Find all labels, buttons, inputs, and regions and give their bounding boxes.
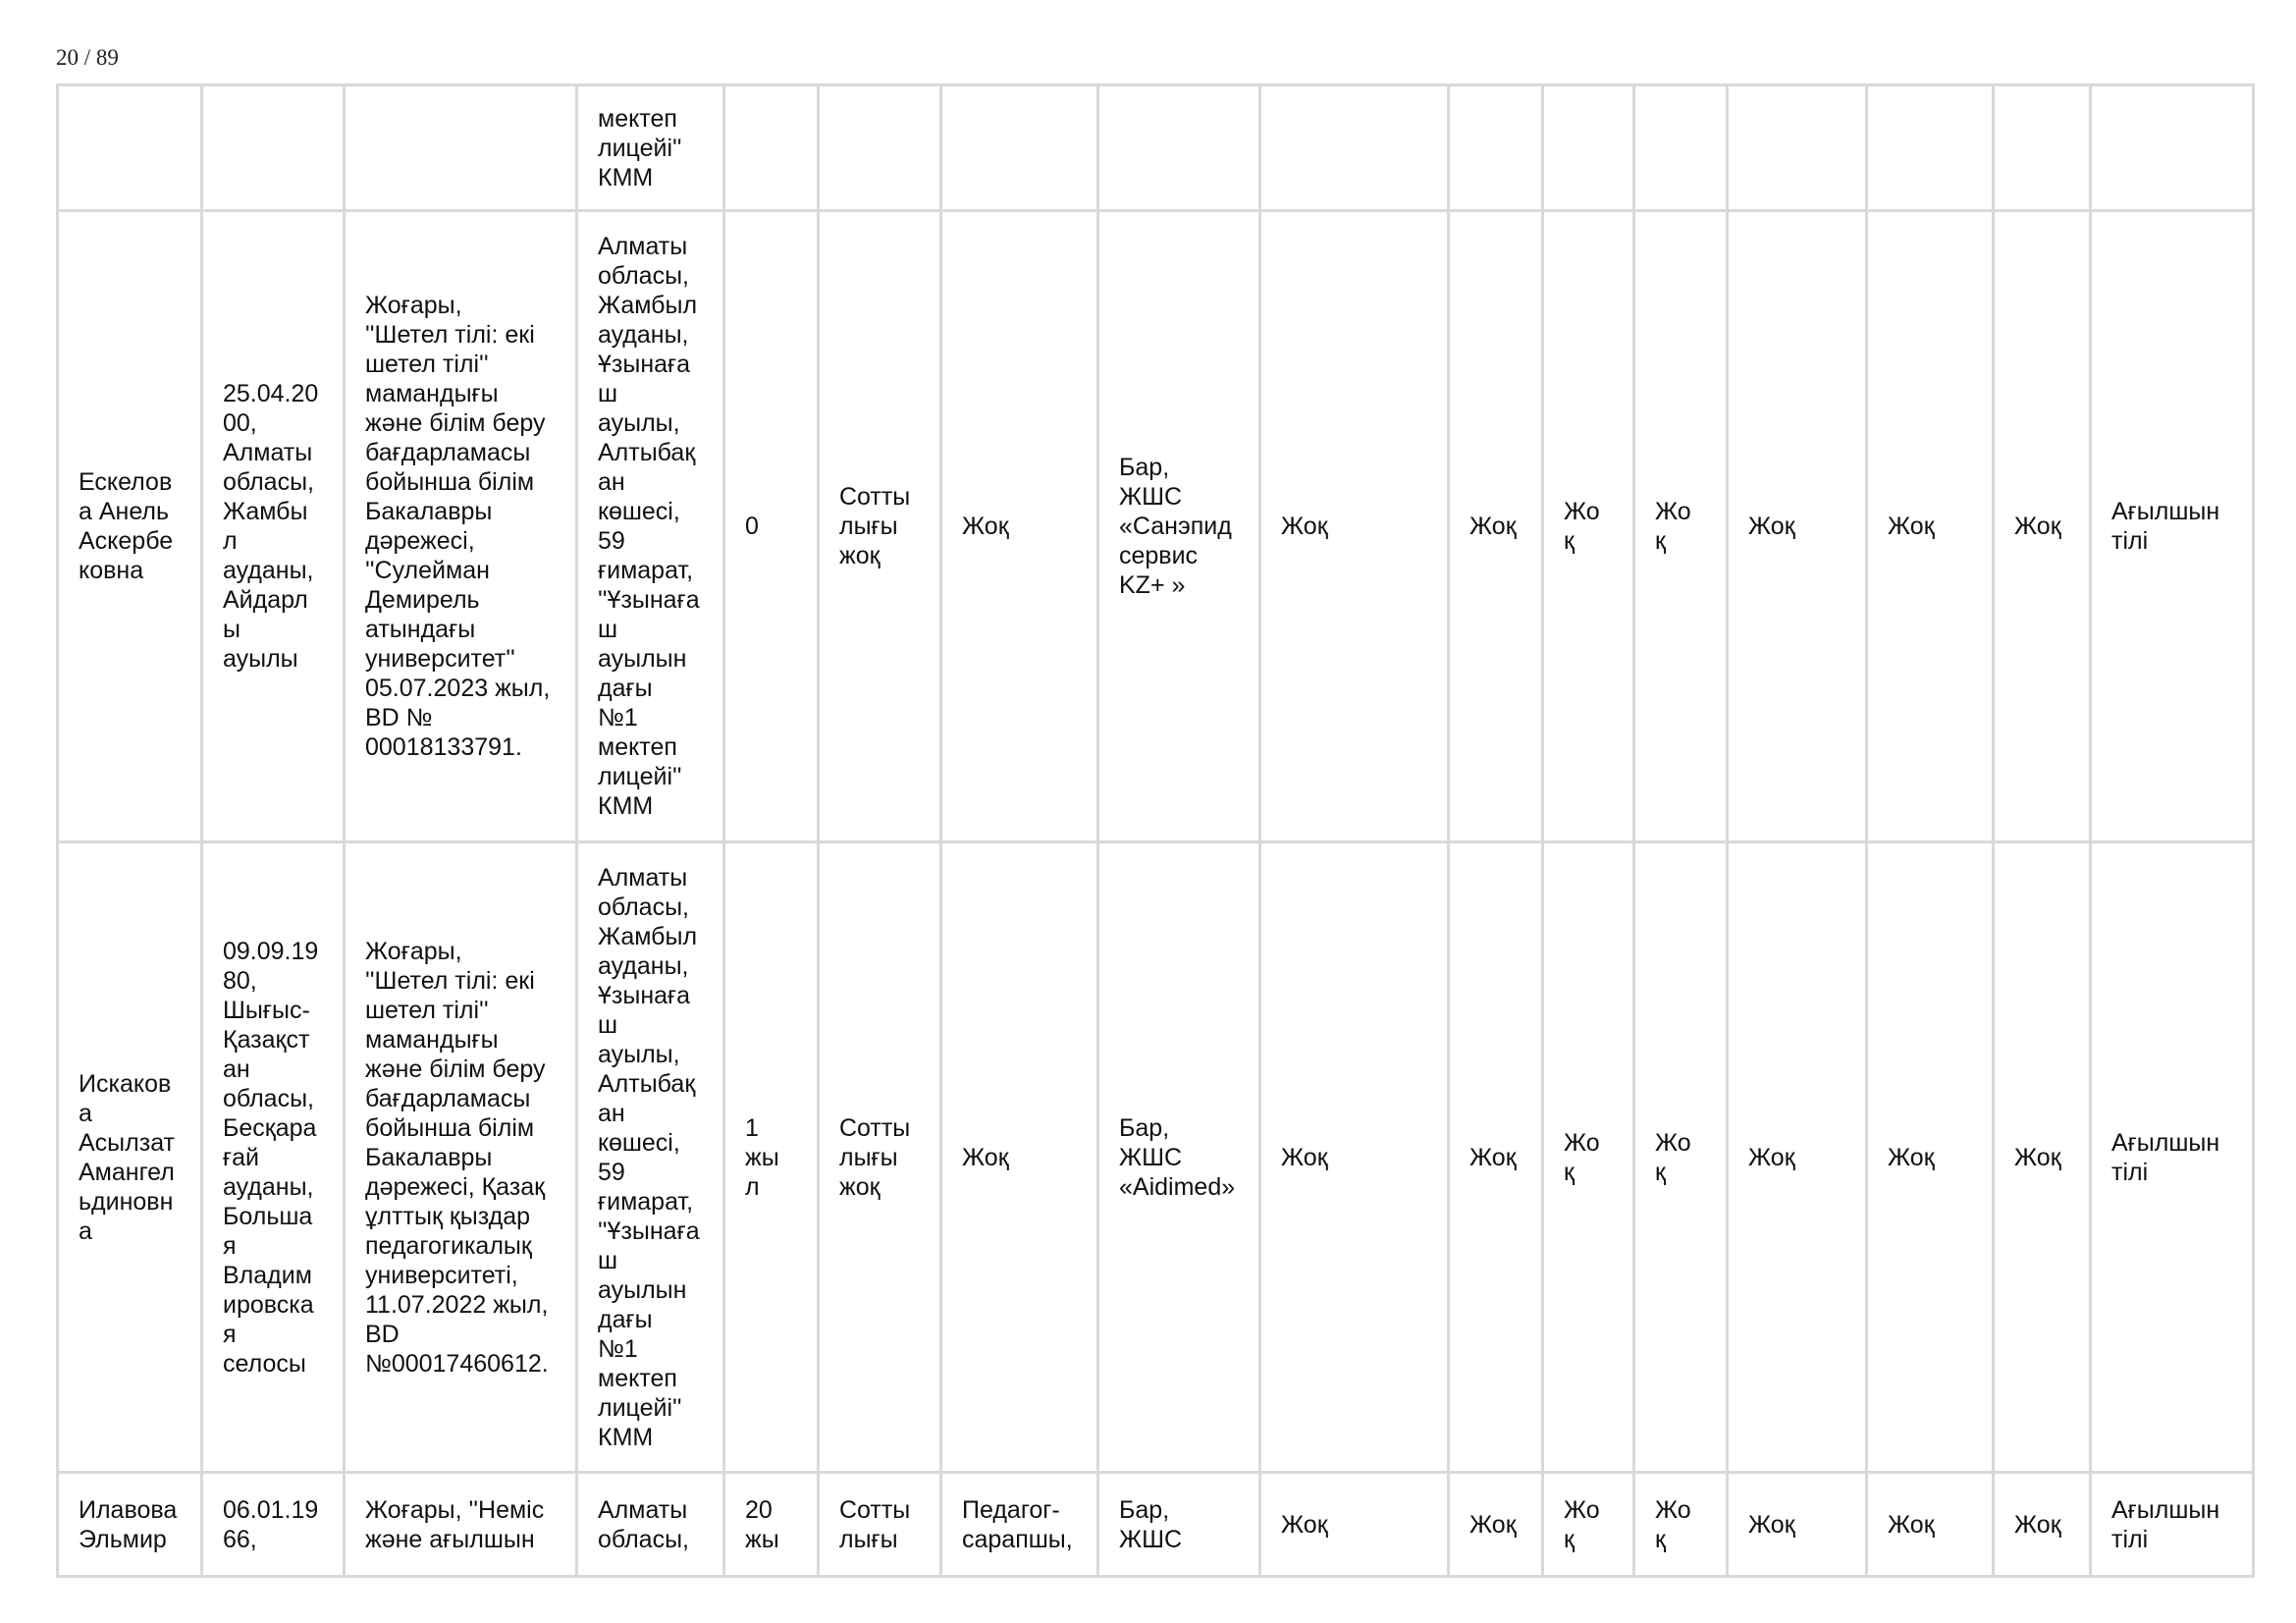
table-cell: Жоқ [1728, 1473, 1867, 1577]
table-cell: 25.04.20 00, Алматы обласы, Жамбы л ауданы, Айдарл ы ауылы [202, 211, 345, 842]
table-cell [941, 85, 1098, 211]
table-cell: Жо қ [1543, 211, 1634, 842]
table-cell: Сотты лығы [819, 1473, 941, 1577]
table-cell: Жоқ [1260, 211, 1449, 842]
table-cell: Жоқ [1867, 1473, 1994, 1577]
table-cell: Илавова Эльмир [58, 1473, 202, 1577]
table-cell: Жоқ [1449, 211, 1543, 842]
table-cell: Жоқ [1260, 842, 1449, 1473]
table-cell [819, 85, 941, 211]
table-cell: Жоғары, ''Шетел тілі: екі шетел тілі'' мамандығы және білім беру бағдарламасы бойынша білім Бакалавры дәрежесі, ''Сулейман Демирель атындағы университет'' 05.07.2023 жыл, BD № 00018133791. [345, 211, 577, 842]
table-cell [724, 85, 819, 211]
table-cell: Жоқ [1867, 842, 1994, 1473]
table-cell [58, 85, 202, 211]
table-cell: 0 [724, 211, 819, 842]
table-cell: Бар, ЖШС «Aidimed» [1098, 842, 1260, 1473]
table-cell: Жоқ [1728, 211, 1867, 842]
table-cell: Жоқ [1994, 842, 2091, 1473]
table-cell: 20 жы [724, 1473, 819, 1577]
page-number: 20 / 89 [56, 45, 119, 70]
table-cell: Алматы обласы, Жамбыл ауданы, Ұзынаға ш ауылы, Алтыбақ ан көшесі, 59 ғимарат, ''Ұзынаға ш ауылын дағы №1 мектеп лицейі'' КММ [577, 211, 724, 842]
table-cell [2091, 85, 2254, 211]
table-cell: Жоғары, ''Неміс және ағылшын [345, 1473, 577, 1577]
table-cell: Жоқ [1260, 1473, 1449, 1577]
table-cell [1260, 85, 1449, 211]
table-cell: Ескелов а Анель Аскербе ковна [58, 211, 202, 842]
table-cell: Искаков а Асылзат Амангел ьдиновн а [58, 842, 202, 1473]
table-cell: 1 жы л [724, 842, 819, 1473]
table-cell [1543, 85, 1634, 211]
table-row [58, 211, 2254, 842]
table-cell: Жоқ [941, 842, 1098, 1473]
table-cell: 09.09.19 80, Шығыс- Қазақст ан обласы, Бесқара ғай ауданы, Больша я Владим ировска я селосы [202, 842, 345, 1473]
table-cell: Педагог- сарапшы, [941, 1473, 1098, 1577]
table-cell: Ағылшын тілі [2091, 211, 2254, 842]
table-cell [1994, 85, 2091, 211]
table-cell: Жоқ [1449, 1473, 1543, 1577]
table-cell: Жоқ [941, 211, 1098, 842]
table-cell: Жо қ [1634, 211, 1728, 842]
table-cell: Жо қ [1634, 1473, 1728, 1577]
table-cell: Бар, ЖШС [1098, 1473, 1260, 1577]
table-cell: Ағылшын тілі [2091, 1473, 2254, 1577]
table-cell: Сотты лығы жоқ [819, 211, 941, 842]
table-cell: Сотты лығы жоқ [819, 842, 941, 1473]
table-cell: Бар, ЖШС «Санэпид сервис KZ+ » [1098, 211, 1260, 842]
table-cell: Жоғары, ''Шетел тілі: екі шетел тілі'' мамандығы және білім беру бағдарламасы бойынша білім Бакалавры дәрежесі, Қазақ ұлттық қыздар педагогикалық университеті, 11.07.2022 жыл, BD №00017460612. [345, 842, 577, 1473]
table-cell [1634, 85, 1728, 211]
table-cell: Жо қ [1634, 842, 1728, 1473]
candidates-table [56, 83, 2255, 1578]
table-cell: Жо қ [1543, 1473, 1634, 1577]
table-row [58, 842, 2254, 1473]
table-row [58, 85, 2254, 211]
table-cell: Жоқ [1867, 211, 1994, 842]
table-cell: Жоқ [1728, 842, 1867, 1473]
table-cell [1098, 85, 1260, 211]
table-cell [1867, 85, 1994, 211]
table-cell: 06.01.19 66, [202, 1473, 345, 1577]
table-cell: Жоқ [1994, 211, 2091, 842]
table-cell: Жоқ [1994, 1473, 2091, 1577]
table-cell: Ағылшын тілі [2091, 842, 2254, 1473]
table-cell: Алматы обласы, Жамбыл ауданы, Ұзынаға ш ауылы, Алтыбақ ан көшесі, 59 ғимарат, ''Ұзынаға ш ауылын дағы №1 мектеп лицейі'' КММ [577, 842, 724, 1473]
table-cell: Жо қ [1543, 842, 1634, 1473]
table-cell: Алматы обласы, [577, 1473, 724, 1577]
table-cell: мектеп лицейі'' КММ [577, 85, 724, 211]
table-cell: Жоқ [1449, 842, 1543, 1473]
table-cell [345, 85, 577, 211]
table-cell [1449, 85, 1543, 211]
table-row [58, 1473, 2254, 1577]
table-cell [1728, 85, 1867, 211]
table-cell [202, 85, 345, 211]
